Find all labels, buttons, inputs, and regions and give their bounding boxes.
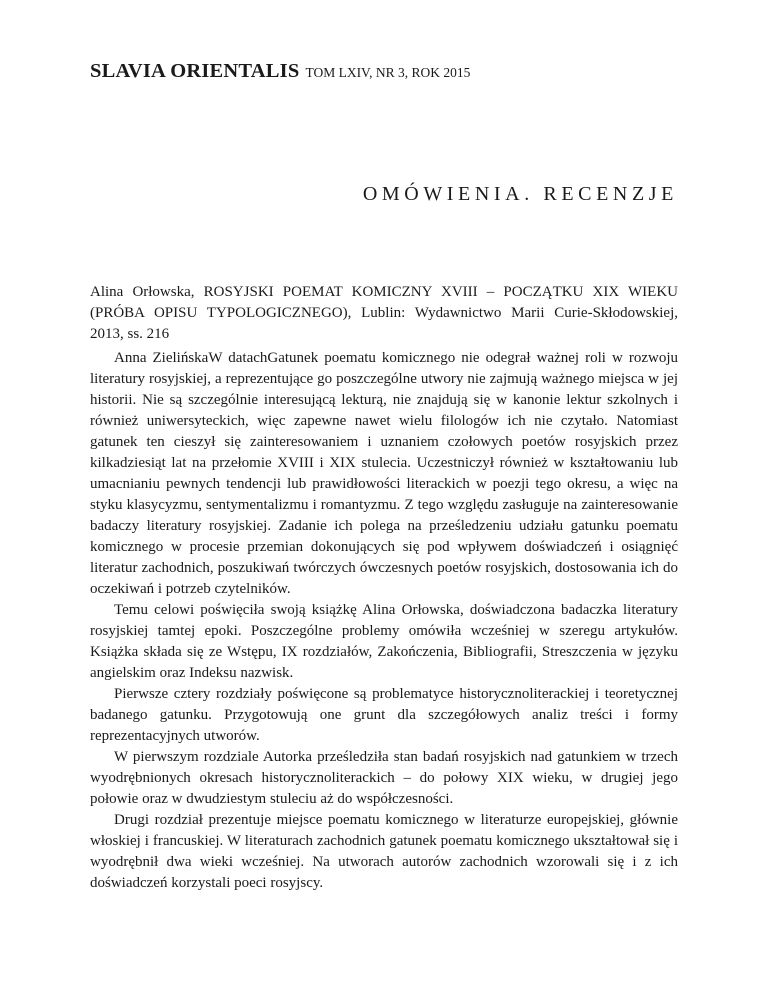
review-body — [90, 348, 678, 894]
paragraph: Pierwsze cztery rozdziały poświęcone są problematyce historycznoliterackiej i teoretycznej badanego gatunku. Przygotowują one grunt dla szczegółowych analiz treści i formy reprezentacyjnych utworów. — [90, 686, 678, 744]
book-citation: Alina Orłowska, ROSYJSKI POEMAT KOMICZNY XVIII – POCZĄTKU XIX WIEKU (PRÓBA OPISU TYPOLOGICZNEGO), Lublin: Wydawnictwo Marii Curie-Skłodowskiej, 2013, ss. 216 — [90, 284, 678, 342]
paragraph: Anna ZielińskaW datachGatunek poematu komicznego nie odegrał ważnej roli w rozwoju literatury rosyjskiej, a reprezentujące go poszczególne utwory nie zajmują ważnego miejsca w jej historii. Nie są szczególnie interesującą lekturą, nie znajdują się w kanonie lektur szkolnych i również uniwersyteckich, więc zapewne nawet wielu filologów ich nie czytało. Natomiast gatunek ten cieszył się zainteresowaniem i uznaniem czołowych poetów rosyjskich przez kilkadziesiąt lat na przełomie XVIII i XIX stulecia. Uczestniczył również w kształtowaniu lub umacnianiu pewnych tendencji lub prawidłowości literackich w poezji tego okresu, a więc na styku klasycyzmu, sentymentalizmu i romantyzmu. Z tego względu zasługuje na zainteresowanie badaczy literatury rosyjskiej. Zadanie ich polega na prześledzeniu udziału gatunku poematu komicznego w procesie przemian dokonujących się pod wpływem doświadczeń i osiągnięć literatur zachodnich, poszukiwań twórczych ówczesnych poetów rosyjskich, dostosowania ich do oczekiwań i potrzeb czytelników. — [90, 350, 678, 597]
paragraph: W pierwszym rozdziale Autorka prześledziła stan badań rosyjskich nad gatunkiem w trzech wyodrębnionych okresach historycznoliterackich – do połowy XIX wieku, w drugiej jego połowie oraz w dwudziestym stuleciu aż do współczesności. — [90, 749, 678, 807]
journal-name: SLAVIA ORIENTALIS — [90, 60, 300, 82]
paragraph: Drugi rozdział prezentuje miejsce poematu komicznego w literaturze europejskiej, głównie włoskiej i francuskiej. W literaturach zachodnich gatunek poematu komicznego ukształtował się i wyodrębnił dwa wieki wcześniej. Na utworach autorów zachodnich wzorowali się i z ich doświadczeń korzystali poeci rosyjscy. — [90, 812, 678, 891]
issue-info: TOM LXIV, NR 3, ROK 2015 — [305, 65, 471, 80]
paragraph: Temu celowi poświęciła swoją książkę Alina Orłowska, doświadczona badaczka literatury rosyjskiej tamtej epoki. Poszczególne problemy omówiła wcześniej w szeregu artykułów. Książka składa się ze Wstępu, IX rozdziałów, Zakończenia, Bibliografii, Streszczenia w języku angielskim oraz Indeksu nazwisk. — [90, 602, 678, 681]
journal-header — [90, 60, 470, 83]
section-title: OMÓWIENIA. RECENZJE — [362, 183, 678, 205]
